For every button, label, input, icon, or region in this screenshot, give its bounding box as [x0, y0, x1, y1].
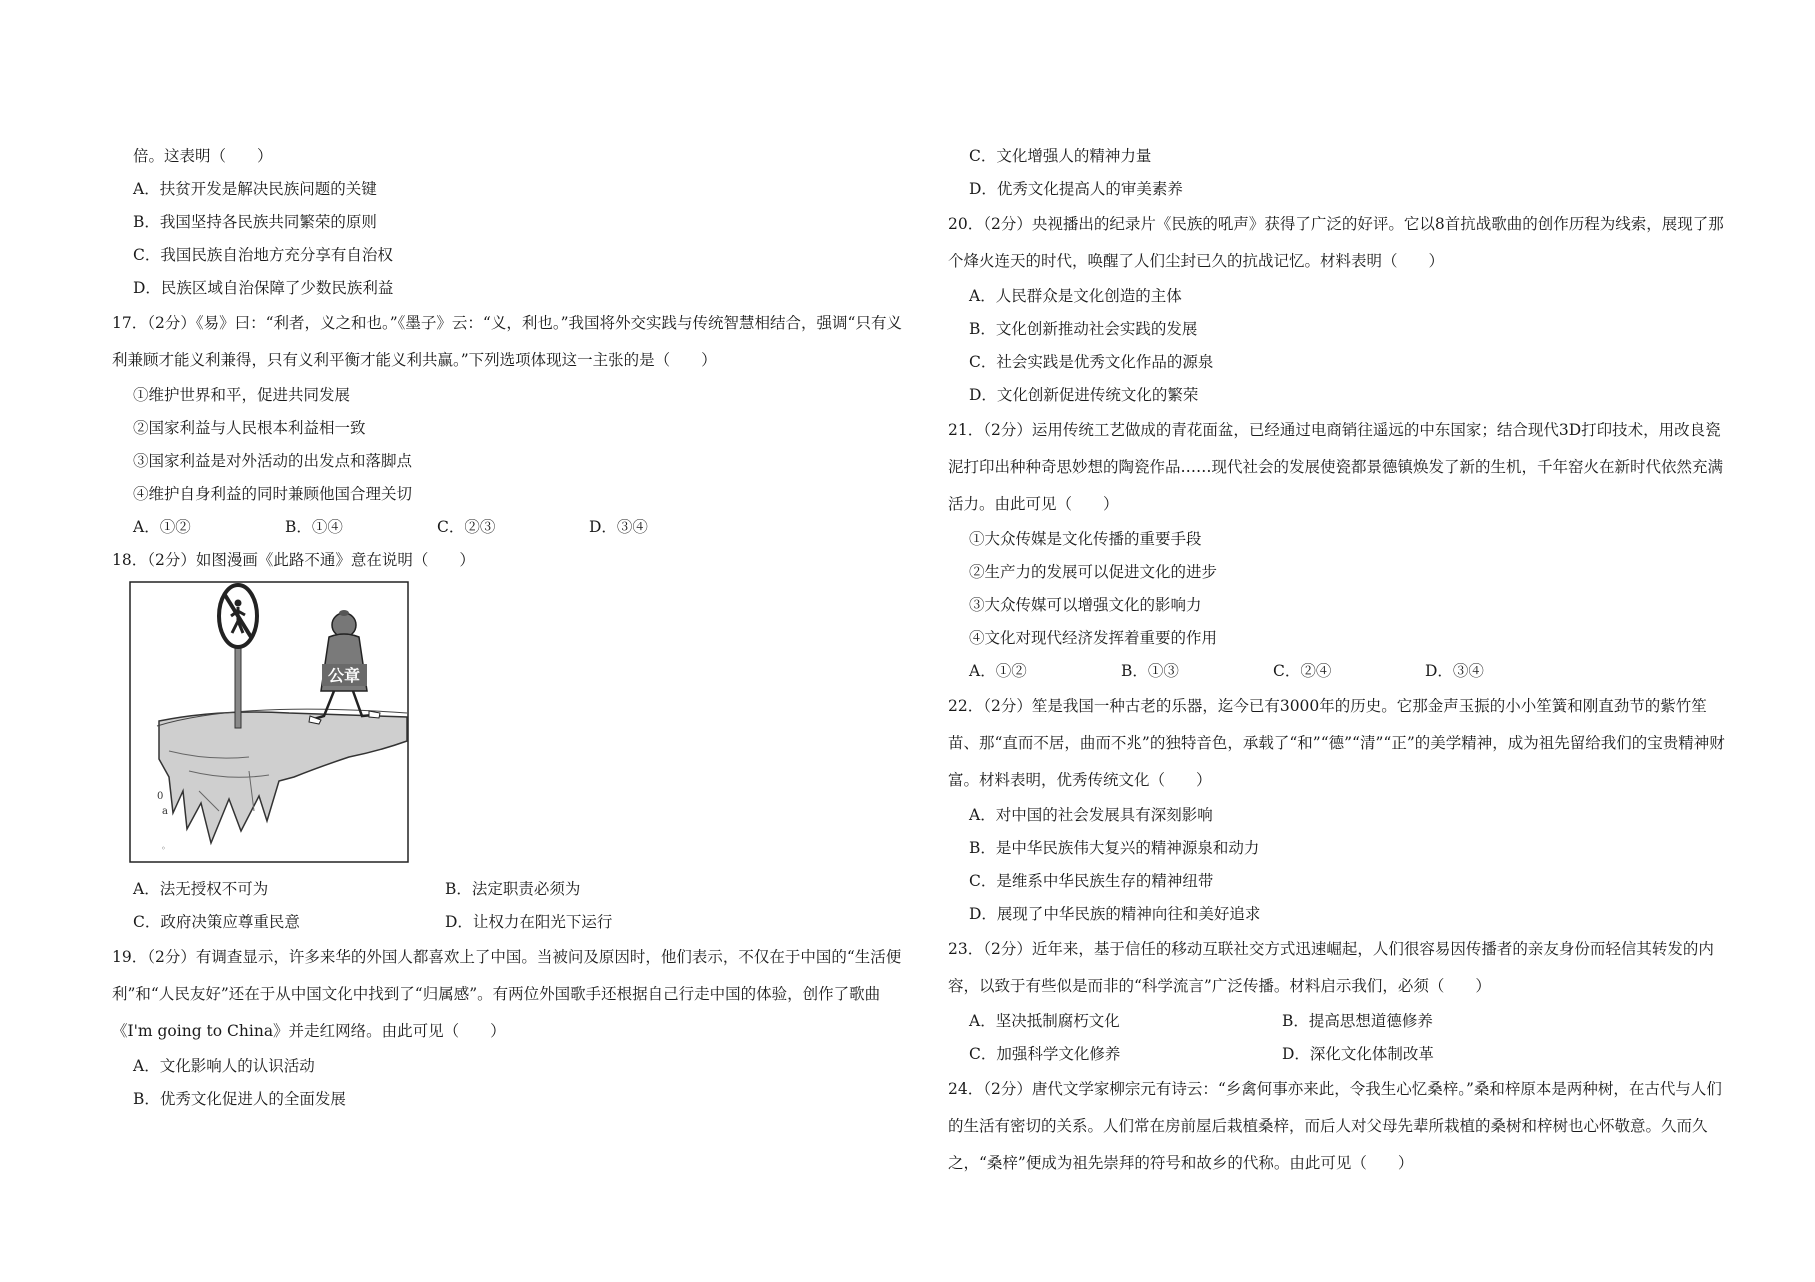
right-column [948, 140, 1726, 1182]
question-21-text: 21．（2分）运用传统工艺做成的青花面盆，已经通过电商销往遥远的中东国家；结合现代3D打印技术，用改良瓷泥打印出种种奇思妙想的陶瓷作品……现代社会的发展使瓷都景德镇焕发了新的生机，千年窑火在新时代依然充满活力。由此可见（ ） [948, 421, 1724, 513]
option-a: A．文化影响人的认识活动 [133, 1057, 315, 1075]
statement-3: ③国家利益是对外活动的出发点和落脚点 [133, 452, 413, 470]
question-18-options-row1 [112, 873, 902, 906]
option-a: A．对中国的社会发展具有深刻影响 [969, 806, 1213, 824]
option-b: B．①③ [1121, 662, 1179, 680]
statement-3: ③大众传媒可以增强文化的影响力 [969, 596, 1202, 614]
option-a: A．人民群众是文化创造的主体 [969, 287, 1182, 305]
option-b: B．提高思想道德修养 [1282, 1012, 1433, 1030]
question-23-options-row1 [948, 1005, 1726, 1038]
question-24-text: 24．（2分）唐代文学家柳宗元有诗云：“乡禽何事亦来此，令我生心忆桑梓。”桑和梓原本是两种树，在古代与人们的生活有密切的关系。人们常在房前屋后栽植桑梓，而后人对父母先辈所栽植的桑树和梓树也心怀敬意。久而久之，“桑梓”便成为祖先崇拜的符号和故乡的代称。由此可见（ ） [948, 1080, 1722, 1172]
option-d: D．展现了中华民族的精神向往和美好追求 [969, 905, 1261, 923]
option-d: D．让权力在阳光下运行 [445, 913, 613, 931]
option-b: B．法定职责必须为 [445, 880, 581, 898]
statement-1: ①维护世界和平，促进共同发展 [133, 386, 351, 404]
option-c: C．政府决策应尊重民意 [133, 913, 300, 931]
option-c: C．②④ [1273, 662, 1332, 680]
statement-1: ①大众传媒是文化传播的重要手段 [969, 530, 1202, 548]
option-a: A．①② [969, 662, 1027, 680]
svg-text:a: a [162, 806, 168, 817]
option-a: A．①② [133, 518, 191, 536]
option-c: C．是维系中华民族生存的精神纽带 [969, 872, 1214, 890]
option-d: D．民族区域自治保障了少数民族利益 [133, 279, 394, 297]
sign-label: 公章 [327, 666, 361, 685]
option-b: B．是中华民族伟大复兴的精神源泉和动力 [969, 839, 1260, 857]
question-18-text: 18．（2分）如图漫画《此路不通》意在说明（ ） [112, 551, 475, 569]
question-18-options-row2 [112, 906, 902, 939]
question-23-options-row2 [948, 1038, 1726, 1071]
statement-2: ②国家利益与人民根本利益相一致 [133, 419, 366, 437]
question-22-text: 22．（2分）笙是我国一种古老的乐器，迄今已有3000年的历史。它那金声玉振的小小笙簧和刚直劲节的紫竹笙苗、那“直而不居，曲而不兆”的独特音色，承载了“和”“德”“清”“正”的美学精神，成为祖先留给我们的宝贵精神财富。材料表明，优秀传统文化（ ） [948, 697, 1725, 789]
svg-text:◦: ◦ [161, 844, 166, 853]
statement-4: ④维护自身利益的同时兼顾他国合理关切 [133, 485, 413, 503]
option-d: D．深化文化体制改革 [1282, 1045, 1434, 1063]
option-d: D．③④ [589, 518, 648, 536]
option-c: C．②③ [437, 518, 496, 536]
option-a: A．坚决抵制腐朽文化 [969, 1012, 1120, 1030]
question-16-options [112, 173, 902, 305]
option-a: A．扶贫开发是解决民族问题的关键 [133, 180, 377, 198]
question-21-options [948, 655, 1726, 688]
question-16-continuation: 倍。这表明（ ） [133, 147, 273, 165]
cartoon-image [129, 581, 409, 863]
option-a: A．法无授权不可为 [133, 880, 269, 898]
svg-text:0: 0 [157, 791, 164, 802]
statement-2: ②生产力的发展可以促进文化的进步 [969, 563, 1218, 581]
question-17-options [112, 511, 902, 544]
option-d: D．文化创新促进传统文化的繁荣 [969, 386, 1199, 404]
option-d: D．优秀文化提高人的审美素养 [969, 180, 1183, 198]
question-17-text: 17．（2分）《易》曰：“利者，义之和也。”《墨子》云：“义，利也。”我国将外交实践与传统智慧相结合，强调“只有义利兼顾才能义利兼得，只有义利平衡才能义利共赢。”下列选项体现这一主张的是（ ） [112, 314, 902, 369]
no-pedestrian-sign-icon [219, 585, 257, 647]
question-19-text: 19．（2分）有调查显示，许多来华的外国人都喜欢上了中国。当被问及原因时，他们表示，不仅在于中国的“生活便利”和“人民友好”还在于从中国文化中找到了“归属感”。有两位外国歌手还根据自己行走中国的体验，创作了歌曲《I'm going to China》并走红网络。由此可见（ ） [112, 948, 902, 1040]
left-column [112, 140, 902, 1116]
option-d: D．③④ [1425, 662, 1484, 680]
question-20-text: 20．（2分）央视播出的纪录片《民族的吼声》获得了广泛的好评。它以8首抗战歌曲的创作历程为线索，展现了那个烽火连天的时代，唤醒了人们尘封已久的抗战记忆。材料表明（ ） [948, 215, 1724, 270]
statement-4: ④文化对现代经济发挥着重要的作用 [969, 629, 1218, 647]
option-c: C．我国民族自治地方充分享有自治权 [133, 246, 393, 264]
option-b: B．①④ [285, 518, 343, 536]
option-b: B．文化创新推动社会实践的发展 [969, 320, 1198, 338]
option-c: C．社会实践是优秀文化作品的源泉 [969, 353, 1214, 371]
option-c: C．文化增强人的精神力量 [969, 147, 1152, 165]
option-b: B．优秀文化促进人的全面发展 [133, 1090, 346, 1108]
question-23-text: 23．（2分）近年来，基于信任的移动互联社交方式迅速崛起，人们很容易因传播者的亲友身份而轻信其转发的内容，以致于有些似是而非的“科学流言”广泛传播。材料启示我们，必须（ ） [948, 940, 1714, 995]
option-c: C．加强科学文化修养 [969, 1045, 1121, 1063]
option-b: B．我国坚持各民族共同繁荣的原则 [133, 213, 377, 231]
